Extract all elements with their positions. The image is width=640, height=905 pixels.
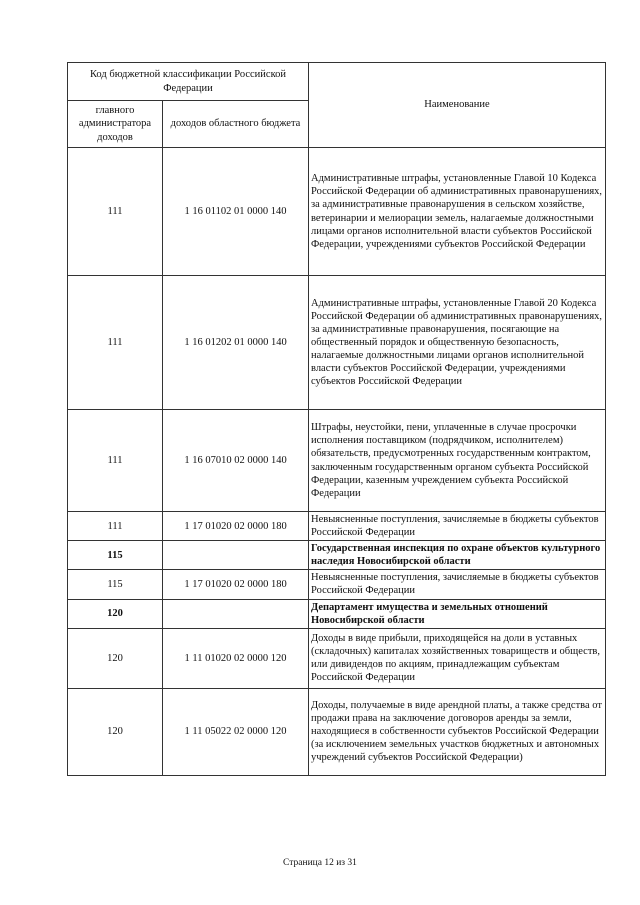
- income-code-cell: 1 11 01020 02 0000 120: [163, 628, 309, 688]
- header-main-administrator: главного администратора доходов: [68, 101, 163, 148]
- table-row: [68, 410, 606, 512]
- table-row: [68, 570, 606, 599]
- income-code-cell: 1 11 05022 02 0000 120: [163, 688, 309, 775]
- table-row: [68, 688, 606, 775]
- name-cell: Государственная инспекция по охране объектов культурного наследия Новосибирской области: [309, 541, 606, 570]
- income-code-cell: 1 16 07010 02 0000 140: [163, 410, 309, 512]
- name-cell: Невыясненные поступления, зачисляемые в бюджеты субъектов Российской Федерации: [309, 512, 606, 541]
- admin-code-cell: 120: [68, 599, 163, 628]
- name-cell: Департамент имущества и земельных отношений Новосибирской области: [309, 599, 606, 628]
- admin-code-cell: 111: [68, 276, 163, 410]
- admin-code-cell: 115: [68, 570, 163, 599]
- table-row: [68, 148, 606, 276]
- name-cell: Административные штрафы, установленные Главой 10 Кодекса Российской Федерации об административных правонарушениях, за административные правонарушения в сельском хозяйстве, ветеринарии и мелиорации земель, налагаемые должностными лицами органов исполнительной власти субъектов Российской Федерации, учреждениями субъектов Российской Федерации: [309, 148, 606, 276]
- admin-code-cell: 120: [68, 688, 163, 775]
- name-cell: Доходы, получаемые в виде арендной платы, а также средства от продажи права на заключение договоров аренды за земли, находящиеся в собственности субъектов Российской Федерации (за исключением земельных участков бюджетных и автономных учреждений субъектов Российской Федерации): [309, 688, 606, 775]
- name-cell: Административные штрафы, установленные Главой 20 Кодекса Российской Федерации об административных правонарушениях, за административные правонарушения, посягающие на общественный порядок и общественную безопасность, налагаемые должностными лицами органов исполнительной власти субъектов Российской Федерации, учреждениями субъектов Российской Федерации: [309, 276, 606, 410]
- budget-classification-table: [67, 62, 606, 776]
- income-code-cell: [163, 599, 309, 628]
- income-code-cell: 1 17 01020 02 0000 180: [163, 570, 309, 599]
- table-row: [68, 628, 606, 688]
- name-cell: Невыясненные поступления, зачисляемые в бюджеты субъектов Российской Федерации: [309, 570, 606, 599]
- name-cell: Штрафы, неустойки, пени, уплаченные в случае просрочки исполнения поставщиком (подрядчиком, исполнителем) обязательств, предусмотренных государственным контрактом, заключенным государственным органом субъекта Российской Федерации, казенным учреждением субъекта Российской Федерации: [309, 410, 606, 512]
- admin-code-cell: 115: [68, 541, 163, 570]
- header-regional-budget-income: доходов областного бюджета: [163, 101, 309, 148]
- table-row: [68, 512, 606, 541]
- income-code-cell: 1 16 01102 01 0000 140: [163, 148, 309, 276]
- table-row: [68, 276, 606, 410]
- income-code-cell: [163, 541, 309, 570]
- header-name: Наименование: [309, 63, 606, 148]
- income-code-cell: 1 17 01020 02 0000 180: [163, 512, 309, 541]
- header-budget-code-group: Код бюджетной классификации Российской Федерации: [68, 63, 309, 101]
- name-cell: Доходы в виде прибыли, приходящейся на доли в уставных (складочных) капиталах хозяйственных товариществ и обществ, или дивидендов по акциям, принадлежащим субъектам Российской Федерации: [309, 628, 606, 688]
- table-row-group-heading: [68, 541, 606, 570]
- admin-code-cell: 111: [68, 410, 163, 512]
- income-code-cell: 1 16 01202 01 0000 140: [163, 276, 309, 410]
- page-number: Страница 12 из 31: [283, 858, 357, 868]
- admin-code-cell: 111: [68, 148, 163, 276]
- admin-code-cell: 111: [68, 512, 163, 541]
- admin-code-cell: 120: [68, 628, 163, 688]
- table-row-group-heading: [68, 599, 606, 628]
- table-body: [68, 148, 606, 776]
